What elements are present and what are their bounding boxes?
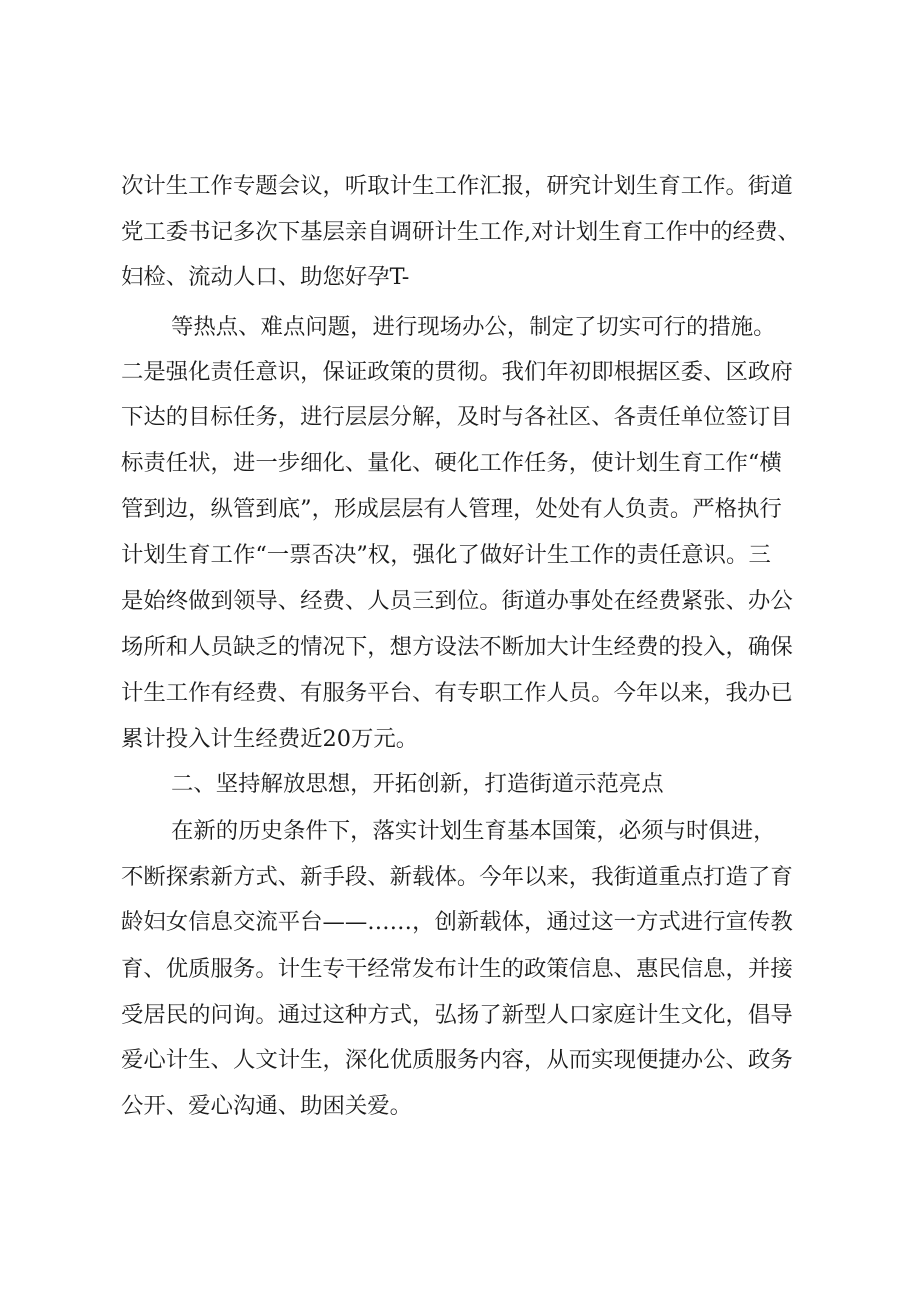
section-heading: 二、坚持解放思想，开拓创新，打造街道示范亮点 — [171, 771, 664, 797]
text-line-7: 标责任状，进一步细化、量化、硬化工作任务，使计划生育工作“横 — [121, 450, 782, 476]
text-line-2: 党工委书记多次下基层亲自调研计生工作,对计划生育工作中的经费、 — [121, 219, 800, 245]
text-line-20: 爱心计生、人文计生，深化优质服务内容，从而实现便捷办公、政务 — [121, 1047, 793, 1073]
text-line-9: 计划生育工作“一票否决”权，强化了做好计生工作的责任意识。三 — [121, 542, 771, 568]
text-line-19: 受居民的问询。通过这种方式，弘扬了新型人口家庭计生文化，倡导 — [121, 1002, 793, 1028]
text-line-17: 龄妇女信息交流平台——……，创新载体，通过这一方式进行宣传教 — [121, 909, 793, 935]
text-line-3: 妇检、流动人口、助您好孕T- — [121, 264, 410, 290]
text-line-11: 场所和人员缺乏的情况下，想方设法不断加大计生经费的投入，确保 — [121, 634, 793, 660]
text-line-1: 次计生工作专题会议，听取计生工作汇报，研究计划生育工作。街道 — [121, 173, 793, 199]
text-line-13: 累计投入计生经费近20万元。 — [121, 726, 419, 752]
text-line-10: 是始终做到领导、经费、人员三到位。街道办事处在经费紧张、办公 — [121, 588, 793, 614]
text-line-12: 计生工作有经费、有服务平台、有专职工作人员。今年以来，我办已 — [121, 680, 793, 706]
text-line-15: 在新的历史条件下，落实计划生育基本国策，必须与时俱进， — [171, 818, 776, 844]
text-line-16: 不断探索新方式、新手段、新载体。今年以来，我街道重点打造了育 — [121, 864, 793, 890]
text-line-5: 二是强化责任意识，保证政策的贯彻。我们年初即根据区委、区政府 — [121, 359, 793, 385]
text-line-4: 等热点、难点问题，进行现场办公，制定了切实可行的措施。 — [171, 314, 776, 340]
text-line-21: 公开、爱心沟通、助困关爱。 — [121, 1093, 413, 1119]
text-line-6: 下达的目标任务，进行层层分解，及时与各社区、各责任单位签订目 — [121, 404, 793, 430]
text-line-18: 育、优质服务。计生专干经常发布计生的政策信息、惠民信息，并接 — [121, 956, 793, 982]
text-line-8: 管到边，纵管到底”，形成层层有人管理，处处有人负责。严格执行 — [121, 496, 782, 522]
